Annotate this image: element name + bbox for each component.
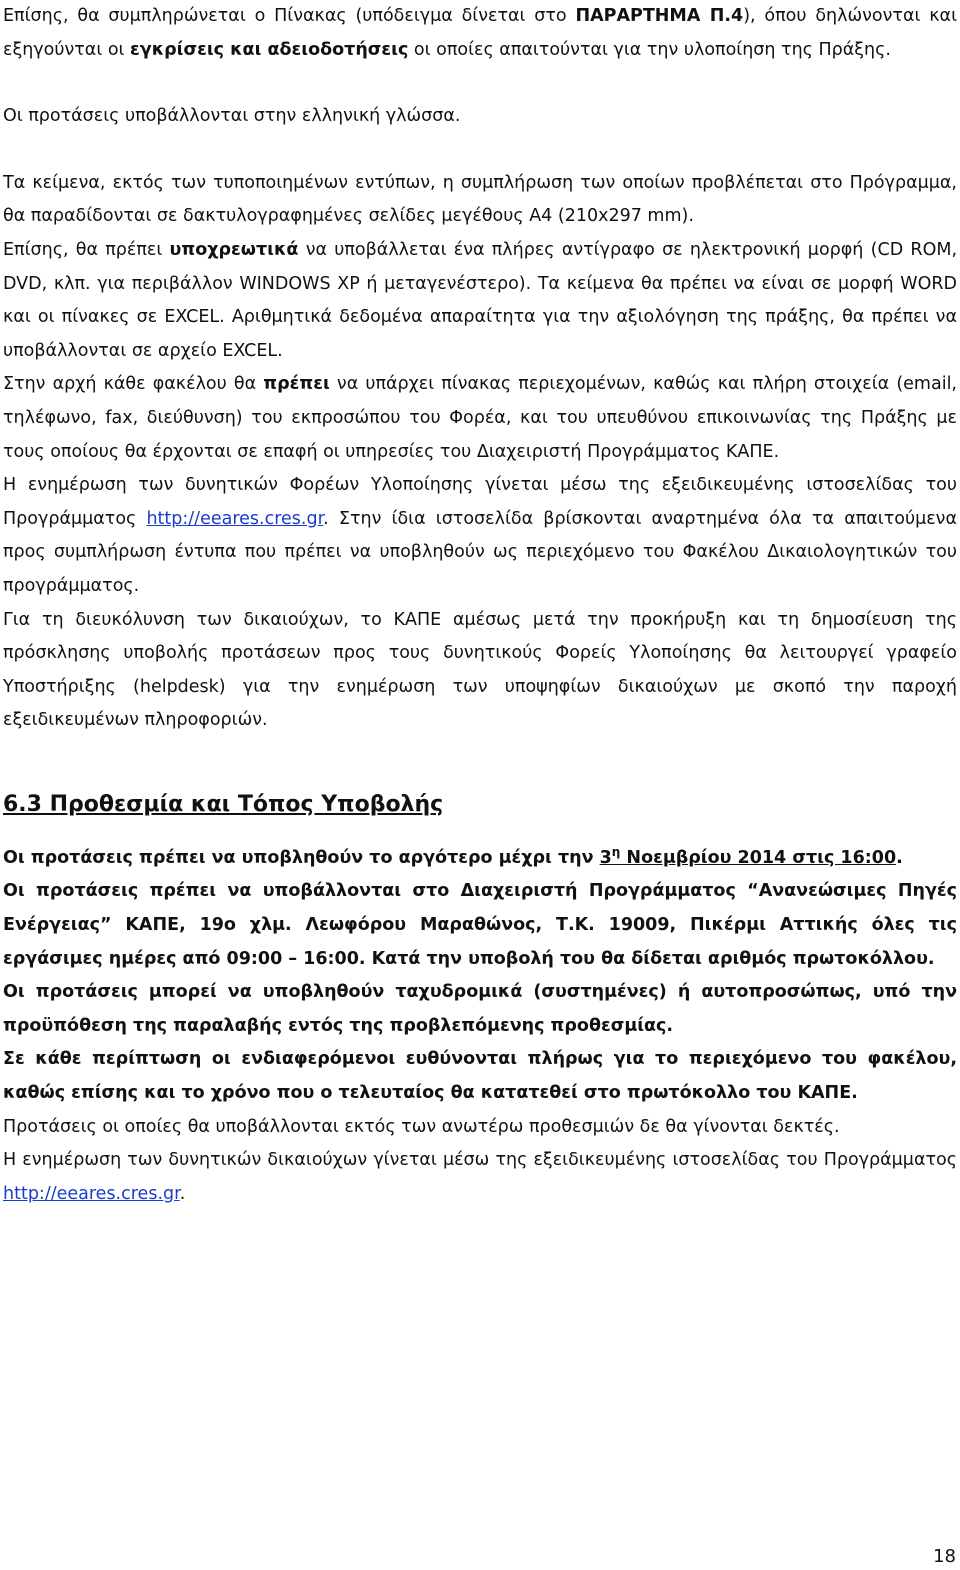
paragraph-language: Οι προτάσεις υποβάλλονται στην ελληνική γλώσσα. [3,106,461,127]
deadline-date [599,845,897,868]
paragraph-responsibility: Σε κάθε περίπτωση οι ενδιαφερόμενοι ευθύνονται πλήρως για το περιεχόμενο του φακέλου, καθώς επίσης και το χρόνο που ο τελευταίος θα κατατεθεί στο πρωτόκολλο του ΚΑΠΕ. [3,1049,957,1104]
text-run: να υποβάλλεται ένα πλήρες αντίγραφο σε ηλεκτρονική μορφή (CD ROM, DVD, κλπ. για περιβάλλον WINDOWS XP ή μεταγενέστερο). Τα κείμενα θα πρέπει να είναι σε μορφή WORD και οι πίνακες σε EXCEL. Αριθμητικά δεδομένα απαραίτητα για την αξιολόγηση της πράξης, θα πρέπει να υποβάλλονται σε αρχείο EXCEL. [3,239,958,361]
paragraph-approvals-table [3,0,957,67]
text-run: Στην αρχή κάθε φακέλου θα [3,374,264,395]
bold-run-annex-ref: ΠΑΡΑΡΤΗΜΑ Π.4 [575,6,744,26]
paragraph-deadline [3,842,957,876]
website-link[interactable]: http://eeares.cres.gr [3,1183,180,1204]
text-run: Η ενημέρωση των δυνητικών Φορέων Υλοποίησης γίνεται μέσω της εξειδικευμένης ιστοσελίδας του Προγράμματος [3,475,957,529]
paragraph-beneficiaries-info [3,1144,957,1211]
page-number: 18 [933,1546,956,1567]
text-run: . [179,1183,186,1204]
deadline-day: 3 [599,847,612,868]
text-run: Επίσης, θα πρέπει [3,239,170,260]
paragraph-submission-method: Οι προτάσεις μπορεί να υποβληθούν ταχυδρομικά (συστημένες) ή αυτοπροσώπως, υπό την προϋπόθεση της παραλαβής εντός της προβλεπόμενης προθεσμίας. [3,982,957,1036]
text-run: . Στην ίδια ιστοσελίδα βρίσκονται αναρτημένα όλα τα απαιτούμενα προς συμπλήρωση έντυπα που πρέπει να υποβληθούν ως περιεχόμενο του Φακέλου Δικαιολογητικών του προγράμματος. [3,508,957,596]
bold-run-approvals: εγκρίσεις και αδειοδοτήσεις [130,39,409,60]
deadline-month-time: Νοεμβρίου 2014 στις 16:00 [620,847,897,868]
paragraph-late-submissions: Προτάσεις οι οποίες θα υποβάλλονται εκτός των ανωτέρω προθεσμιών δε θα γίνονται δεκτές. [3,1116,840,1137]
paragraph-submission-place: Οι προτάσεις πρέπει να υποβάλλονται στο Διαχειριστή Προγράμματος “Ανανεώσιμες Πηγές Ενέργειας” ΚΑΠΕ, 19ο χλμ. Λεωφόρου Μαραθώνος, Τ.Κ. 19009, Πικέρμι Αττικής όλες τις εργάσιμες ημέρες από 09:00 – 16:00. Κατά την υποβολή του θα δίδεται αριθμός πρωτοκόλλου. [3,881,957,969]
ordinal-suffix: η [611,845,621,860]
paragraph-electronic-copy [3,234,957,368]
text-run: Οι προτάσεις πρέπει να υποβληθούν το αργότερο μέχρι την [3,847,600,868]
bold-run-must: πρέπει [263,374,330,395]
text-run: ), όπου δηλώνονται και εξηγούνται οι [3,6,957,60]
section-heading: 6.3 Προθεσμία και Τόπος Υποβολής [3,791,444,817]
text-run: . [896,847,903,868]
text-run: Επίσης, θα συμπληρώνεται ο Πίνακας (υπόδειγμα δίνεται στο [3,6,576,26]
text-run: Η ενημέρωση των δυνητικών δικαιούχων γίνεται μέσω της εξειδικευμένης ιστοσελίδας του Προγράμματος [3,1150,957,1171]
bold-run-mandatory: υποχρεωτικά [169,239,299,260]
document-page [3,0,957,1211]
text-run: οι οποίες απαιτούνται για την υλοποίηση της Πράξης. [408,39,891,60]
paragraph-folder-contents [3,368,957,469]
paragraph-helpdesk: Για τη διευκόλυνση των δικαιούχων, το ΚΑΠΕ αμέσως μετά την προκήρυξη και τη δημοσίευση της πρόσκλησης υποβολής προτάσεων προς τους δυνητικούς Φορείς Υλοποίησης θα λειτουργεί γραφείο Υποστήριξης (helpdesk) για την ενημέρωση των υποψηφίων δικαιούχων με σκοπό την παροχή εξειδικευμένων πληροφοριών. [3,609,957,731]
website-link[interactable]: http://eeares.cres.gr [146,508,324,529]
paragraph-format-a4: Τα κείμενα, εκτός των τυποποιημένων εντύπων, η συμπλήρωση των οποίων προβλέπεται στο Πρόγραμμα, θα παραδίδονται σε δακτυλογραφημένες σελίδες μεγέθους Α4 (210x297 mm). [3,172,957,227]
paragraph-website-info [3,469,957,603]
text-run: να υπάρχει πίνακας περιεχομένων, καθώς και πλήρη στοιχεία (email, τηλέφωνο, fax, διεύθυνση) του εκπροσώπου του Φορέα, και του υπευθύνου επικοινωνίας της Πράξης με τους οποίους θα έρχονται σε επαφή οι υπηρεσίες του Διαχειριστή Προγράμματος ΚΑΠΕ. [3,374,957,462]
